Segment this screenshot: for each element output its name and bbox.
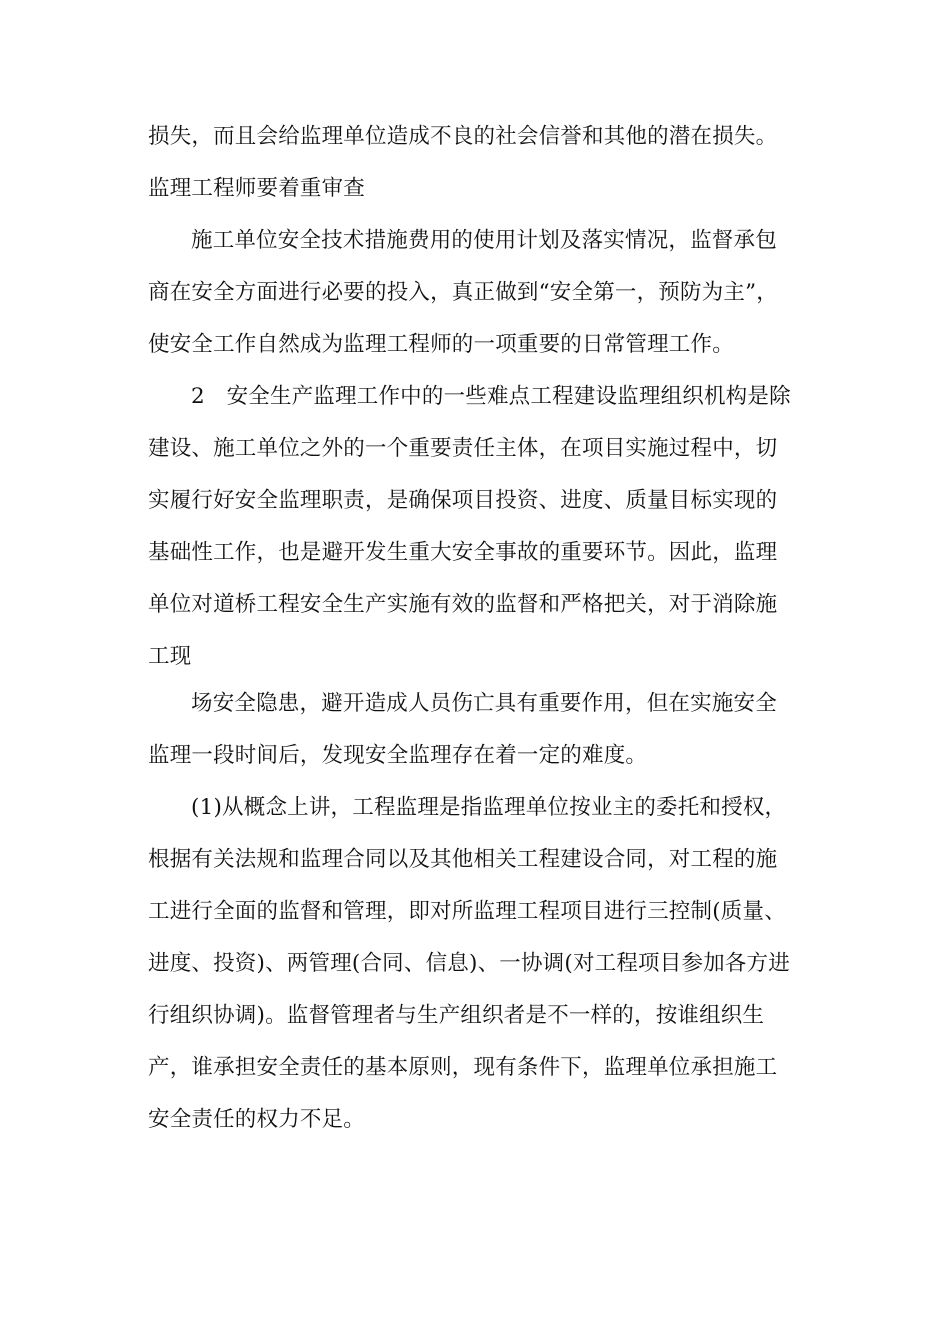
text-line: 根据有关法规和监理合同以及其他相关工程建设合同，对工程的施 [148, 847, 778, 872]
text-line: 行组织协调)。监督管理者与生产组织者是不一样的，按谁组织生 [148, 1003, 765, 1028]
text-line: 基础性工作，也是避开发生重大安全事故的重要环节。因此，监理 [148, 540, 778, 565]
text-line: 监理一段时间后，发现安全监理存在着一定的难度。 [148, 743, 648, 768]
text-line: 工进行全面的监督和管理，即对所监理工程项目进行三控制(质量、 [148, 899, 786, 924]
text-line: 使安全工作自然成为监理工程师的一项重要的日常管理工作。 [148, 332, 734, 357]
text-line: 单位对道桥工程安全生产实施有效的监督和严格把关，对于消除施 [148, 592, 778, 617]
text-line: 进度、投资)、两管理(合同、信息)、一协调(对工程项目参加各方进 [148, 951, 790, 976]
text-line: 实履行好安全监理职责，是确保项目投资、进度、质量目标实现的 [148, 488, 778, 513]
paragraph-first-line: 场安全隐患，避开造成人员伤亡具有重要作用，但在实施安全 [191, 691, 777, 716]
text-line: 损失，而且会给监理单位造成不良的社会信誉和其他的潜在损失。 [148, 124, 778, 149]
text-line: 商在安全方面进行必要的投入，真正做到“安全第一，预防为主”， [148, 280, 778, 305]
text-line: 监理工程师要着重审查 [148, 176, 366, 201]
text-line: 安全责任的权力不足。 [148, 1107, 366, 1132]
paragraph-first-line: 施工单位安全技术措施费用的使用计划及落实情况，监督承包 [191, 228, 777, 253]
text-line: 工现 [148, 644, 192, 669]
paragraph-first-line: (1)从概念上讲，工程监理是指监理单位按业主的委托和授权， [191, 795, 787, 820]
text-line: 产，谁承担安全责任的基本原则，现有条件下，监理单位承担施工 [148, 1055, 778, 1080]
section-heading-line: 2 安全生产监理工作中的一些难点工程建设监理组织机构是除 [191, 384, 791, 409]
text-line: 建设、施工单位之外的一个重要责任主体，在项目实施过程中，切 [148, 436, 778, 461]
